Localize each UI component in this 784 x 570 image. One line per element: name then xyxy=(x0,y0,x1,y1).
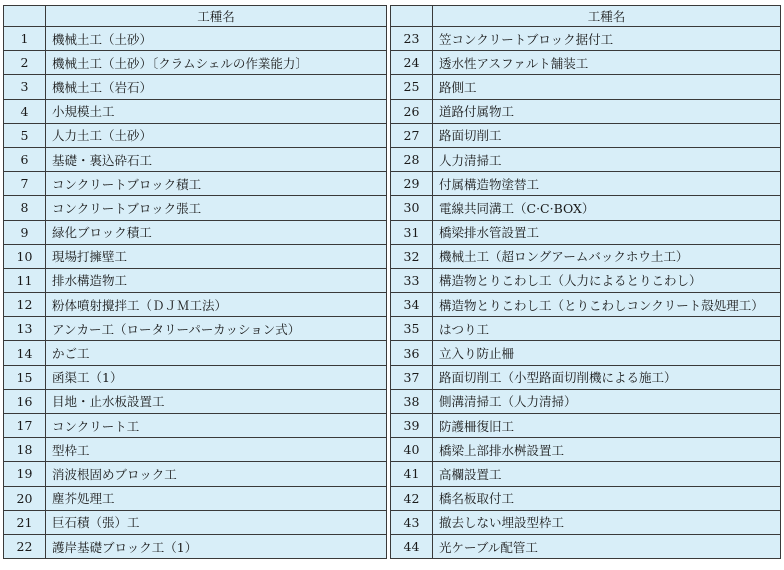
work-type-name: はつり工 xyxy=(433,317,781,341)
work-type-name: 函渠工（1） xyxy=(46,365,387,389)
work-type-name: 撤去しない埋設型枠工 xyxy=(433,510,781,534)
table-row xyxy=(391,99,781,123)
work-type-name: アンカー工（ロータリーパーカッション式） xyxy=(46,317,387,341)
row-number: 25 xyxy=(391,75,433,99)
work-type-name: 機械土工（超ロングアームバックホウ土工） xyxy=(433,244,781,268)
table-row xyxy=(4,123,387,147)
work-type-name: 型枠工 xyxy=(46,438,387,462)
work-type-name: 透水性アスファルト舗装工 xyxy=(433,51,781,75)
table-row xyxy=(4,414,387,438)
row-number: 5 xyxy=(4,123,46,147)
header-number-cell xyxy=(391,6,433,27)
table-row xyxy=(391,486,781,510)
work-type-name: 路面切削工（小型路面切削機による施工） xyxy=(433,365,781,389)
table-row xyxy=(4,293,387,317)
table-row xyxy=(4,220,387,244)
row-number: 28 xyxy=(391,147,433,171)
work-type-name: 機械土工（岩石） xyxy=(46,75,387,99)
work-type-name: 路側工 xyxy=(433,75,781,99)
work-type-name: 基礎・裏込砕石工 xyxy=(46,147,387,171)
work-type-name: 路面切削工 xyxy=(433,123,781,147)
work-type-name: コンクリートブロック積工 xyxy=(46,172,387,196)
row-number: 38 xyxy=(391,389,433,413)
work-type-name: コンクリート工 xyxy=(46,414,387,438)
row-number: 20 xyxy=(4,486,46,510)
work-type-table-right xyxy=(390,5,781,559)
work-type-name: 塵芥処理工 xyxy=(46,486,387,510)
row-number: 7 xyxy=(4,172,46,196)
row-number: 42 xyxy=(391,486,433,510)
row-number: 11 xyxy=(4,268,46,292)
table-header-row xyxy=(4,6,387,27)
work-type-name: 小規模土工 xyxy=(46,99,387,123)
row-number: 13 xyxy=(4,317,46,341)
row-number: 3 xyxy=(4,75,46,99)
table-header-row xyxy=(391,6,781,27)
table-row xyxy=(391,27,781,51)
table-row xyxy=(391,462,781,486)
table-row xyxy=(391,293,781,317)
row-number: 10 xyxy=(4,244,46,268)
table-row xyxy=(391,268,781,292)
table-row xyxy=(4,51,387,75)
work-type-name: 側溝清掃工（人力清掃） xyxy=(433,389,781,413)
table-row xyxy=(4,317,387,341)
table-row xyxy=(4,510,387,534)
row-number: 24 xyxy=(391,51,433,75)
table-row xyxy=(4,27,387,51)
row-number: 34 xyxy=(391,293,433,317)
table-body-left xyxy=(4,27,387,559)
work-type-name: コンクリートブロック張工 xyxy=(46,196,387,220)
row-number: 22 xyxy=(4,534,46,558)
table-row xyxy=(4,486,387,510)
table-row xyxy=(391,147,781,171)
row-number: 2 xyxy=(4,51,46,75)
table-row xyxy=(391,438,781,462)
table-row xyxy=(391,534,781,558)
row-number: 18 xyxy=(4,438,46,462)
row-number: 17 xyxy=(4,414,46,438)
row-number: 15 xyxy=(4,365,46,389)
row-number: 23 xyxy=(391,27,433,51)
table-row xyxy=(391,172,781,196)
header-work-type: 工種名 xyxy=(433,6,781,27)
row-number: 43 xyxy=(391,510,433,534)
table-row xyxy=(4,147,387,171)
row-number: 26 xyxy=(391,99,433,123)
work-type-name: 消波根固めブロック工 xyxy=(46,462,387,486)
work-type-name: 目地・止水板設置工 xyxy=(46,389,387,413)
table-row xyxy=(4,462,387,486)
table-row xyxy=(391,365,781,389)
row-number: 39 xyxy=(391,414,433,438)
row-number: 12 xyxy=(4,293,46,317)
work-type-name: 高欄設置工 xyxy=(433,462,781,486)
work-type-name: 立入り防止柵 xyxy=(433,341,781,365)
row-number: 41 xyxy=(391,462,433,486)
row-number: 31 xyxy=(391,220,433,244)
row-number: 21 xyxy=(4,510,46,534)
table-row xyxy=(4,75,387,99)
row-number: 9 xyxy=(4,220,46,244)
table-row xyxy=(4,196,387,220)
work-type-name: 防護柵復旧工 xyxy=(433,414,781,438)
work-type-name: 付属構造物塗替工 xyxy=(433,172,781,196)
table-row xyxy=(4,438,387,462)
work-type-name: 巨石積（張）工 xyxy=(46,510,387,534)
work-type-name: 道路付属物工 xyxy=(433,99,781,123)
row-number: 32 xyxy=(391,244,433,268)
row-number: 40 xyxy=(391,438,433,462)
row-number: 35 xyxy=(391,317,433,341)
row-number: 30 xyxy=(391,196,433,220)
work-type-name: 構造物とりこわし工（とりこわしコンクリート殻処理工） xyxy=(433,293,781,317)
work-type-name: 機械土工（土砂） xyxy=(46,27,387,51)
work-type-name: 橋名板取付工 xyxy=(433,486,781,510)
work-type-name: 光ケーブル配管工 xyxy=(433,534,781,558)
table-row xyxy=(391,75,781,99)
header-number-cell xyxy=(4,6,46,27)
table-row xyxy=(391,123,781,147)
row-number: 1 xyxy=(4,27,46,51)
row-number: 33 xyxy=(391,268,433,292)
work-type-name: 機械土工（土砂）〔クラムシェルの作業能力〕 xyxy=(46,51,387,75)
table-row xyxy=(4,244,387,268)
table-row xyxy=(4,534,387,558)
row-number: 44 xyxy=(391,534,433,558)
work-type-name: 護岸基礎ブロック工（1） xyxy=(46,534,387,558)
table-row xyxy=(391,51,781,75)
table-row xyxy=(391,317,781,341)
work-type-name: 人力清掃工 xyxy=(433,147,781,171)
table-row xyxy=(391,389,781,413)
row-number: 8 xyxy=(4,196,46,220)
row-number: 6 xyxy=(4,147,46,171)
work-type-name: 粉体噴射攪拌工（ＤＪＭ工法） xyxy=(46,293,387,317)
row-number: 36 xyxy=(391,341,433,365)
table-row xyxy=(4,268,387,292)
work-type-name: 橋梁上部排水桝設置工 xyxy=(433,438,781,462)
work-type-name: 笠コンクリートブロック据付工 xyxy=(433,27,781,51)
table-row xyxy=(391,220,781,244)
table-row xyxy=(391,244,781,268)
work-type-name: 構造物とりこわし工（人力によるとりこわし） xyxy=(433,268,781,292)
table-row xyxy=(391,414,781,438)
work-type-name: かご工 xyxy=(46,341,387,365)
table-body-right xyxy=(391,27,781,559)
table-row xyxy=(391,510,781,534)
work-type-name: 現場打擁壁工 xyxy=(46,244,387,268)
work-type-name: 橋梁排水管設置工 xyxy=(433,220,781,244)
table-row xyxy=(4,172,387,196)
table-row xyxy=(391,196,781,220)
work-type-name: 排水構造物工 xyxy=(46,268,387,292)
header-work-type: 工種名 xyxy=(46,6,387,27)
table-row xyxy=(4,99,387,123)
row-number: 4 xyxy=(4,99,46,123)
row-number: 14 xyxy=(4,341,46,365)
work-type-name: 電線共同溝工（C·C·BOX） xyxy=(433,196,781,220)
row-number: 27 xyxy=(391,123,433,147)
table-row xyxy=(4,389,387,413)
work-type-name: 人力土工（土砂） xyxy=(46,123,387,147)
work-type-name: 緑化ブロック積工 xyxy=(46,220,387,244)
row-number: 19 xyxy=(4,462,46,486)
table-row xyxy=(391,341,781,365)
row-number: 29 xyxy=(391,172,433,196)
table-row xyxy=(4,341,387,365)
table-row xyxy=(4,365,387,389)
work-type-table-left xyxy=(3,5,387,559)
row-number: 37 xyxy=(391,365,433,389)
row-number: 16 xyxy=(4,389,46,413)
